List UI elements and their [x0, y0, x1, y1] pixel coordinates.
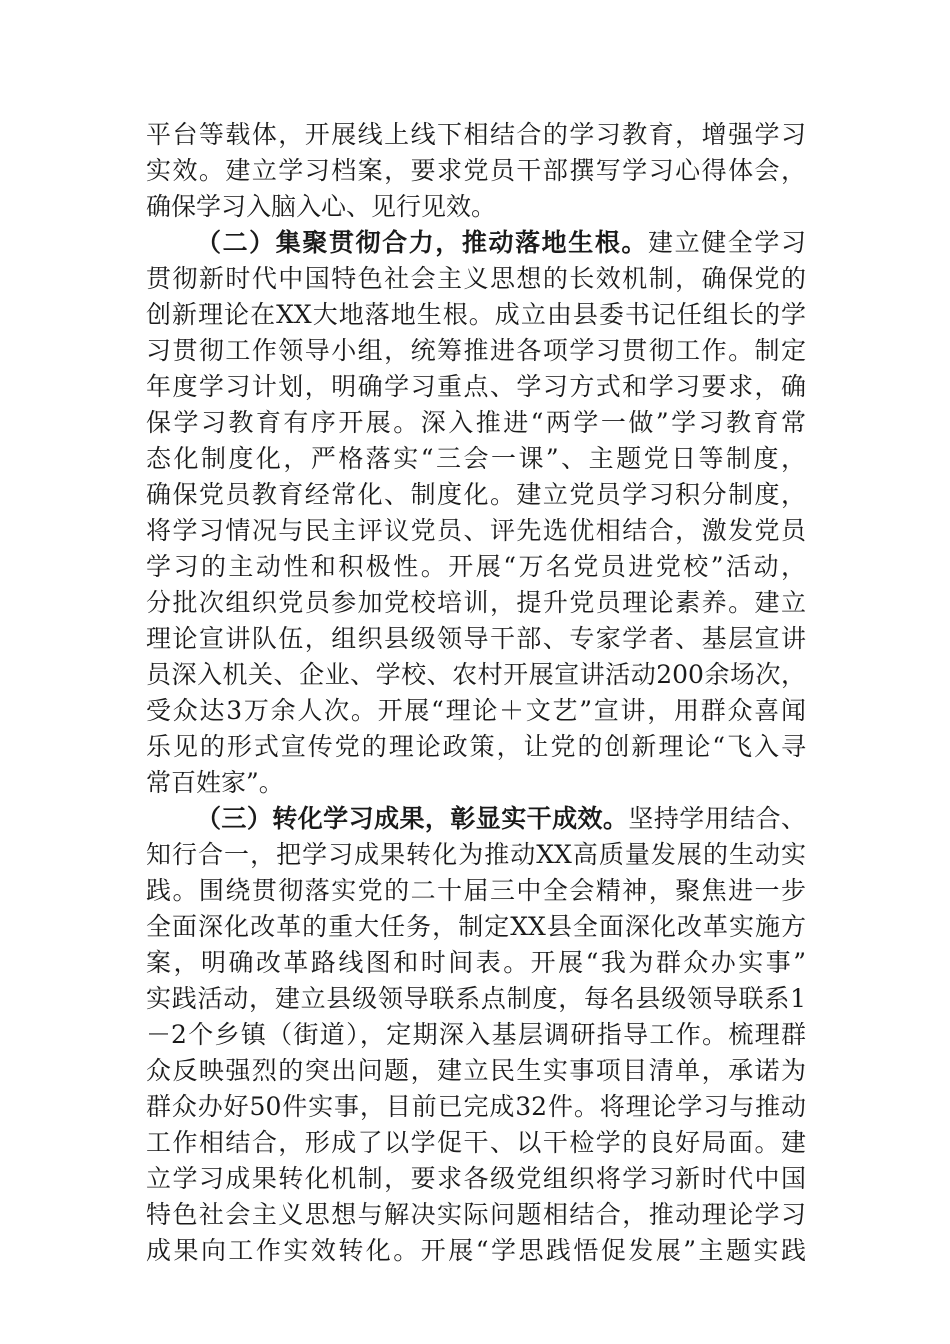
text-line: 全面深化改革的重大任务，制定XX县全面深化改革实施方 [146, 912, 806, 941]
text-line: 实效。建立学习档案，要求党员干部撰写学习心得体会， [146, 156, 806, 185]
text-line: 学习的主动性和积极性。开展“万名党员进党校”活动， [146, 552, 806, 581]
text-line: 员深入机关、企业、学校、农村开展宣讲活动200余场次， [146, 660, 806, 689]
text-line: 保学习教育有序开展。深入推进“两学一做”学习教育常 [146, 408, 806, 437]
text-line: 习贯彻工作领导小组，统筹推进各项学习贯彻工作。制定 [146, 336, 806, 365]
paragraph-2 [146, 226, 806, 799]
document-page [146, 118, 806, 1270]
text-run: 建立健全学习 [648, 228, 806, 257]
text-run: 坚持学用结合、 [628, 804, 806, 833]
text-line: 践。围绕贯彻落实党的二十届三中全会精神，聚焦进一步 [146, 876, 806, 905]
text-line [146, 226, 806, 259]
text-line: 平台等载体，开展线上线下相结合的学习教育，增强学习 [146, 120, 806, 149]
text-line: 特色社会主义思想与解决实际问题相结合，推动理论学习 [146, 1200, 806, 1229]
text-line: 确保党员教育经常化、制度化。建立党员学习积分制度， [146, 480, 806, 509]
text-line: 案，明确改革路线图和时间表。开展“我为群众办实事” [146, 948, 806, 977]
text-line: 理论宣讲队伍，组织县级领导干部、专家学者、基层宣讲 [146, 624, 806, 653]
text-line: 将学习情况与民主评议党员、评先选优相结合，激发党员 [146, 516, 806, 545]
text-line: 众反映强烈的突出问题，建立民生实事项目清单，承诺为 [146, 1056, 806, 1085]
text-line [146, 802, 806, 835]
text-line: 群众办好50件实事，目前已完成32件。将理论学习与推动 [146, 1092, 806, 1121]
text-line: 成果向工作实效转化。开展“学思践悟促发展”主题实践 [146, 1236, 806, 1265]
text-line: 常百姓家”。 [146, 768, 284, 797]
text-line: 实践活动，建立县级领导联系点制度，每名县级领导联系1 [146, 984, 806, 1013]
section-heading: （二）集聚贯彻合力，推动落地生根。 [196, 228, 649, 257]
text-line: 受众达3万余人次。开展“理论＋文艺”宣讲，用群众喜闻 [146, 696, 806, 725]
text-line: 创新理论在XX大地落地生根。成立由县委书记任组长的学 [146, 300, 806, 329]
text-line: 年度学习计划，明确学习重点、学习方式和学习要求，确 [146, 372, 806, 401]
section-heading: （三）转化学习成果，彰显实干成效。 [196, 804, 629, 833]
text-line: 工作相结合，形成了以学促干、以干检学的良好局面。建 [146, 1128, 806, 1157]
paragraph-3 [146, 802, 806, 1267]
text-line: 确保学习入脑入心、见行见效。 [146, 192, 497, 221]
text-line: 分批次组织党员参加党校培训，提升党员理论素养。建立 [146, 588, 806, 617]
text-line: 立学习成果转化机制，要求各级党组织将学习新时代中国 [146, 1164, 806, 1193]
text-line: 态化制度化，严格落实“三会一课”、主题党日等制度， [146, 444, 806, 473]
text-line: 贯彻新时代中国特色社会主义思想的长效机制，确保党的 [146, 264, 806, 293]
text-line: －2个乡镇（街道），定期深入基层调研指导工作。梳理群 [146, 1020, 806, 1049]
paragraph-1 [146, 118, 806, 223]
text-line: 知行合一，把学习成果转化为推动XX高质量发展的生动实 [146, 840, 806, 869]
text-line: 乐见的形式宣传党的理论政策，让党的创新理论“飞入寻 [146, 732, 806, 761]
